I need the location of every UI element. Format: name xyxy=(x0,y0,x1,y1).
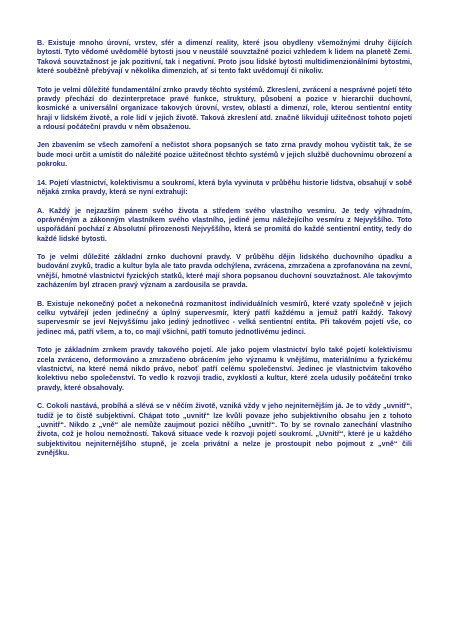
paragraph-existence-of-dimensions: B. Existuje mnoho úrovní, vrstev, sfér a dimenzí reality, které jsou obydleny všemožnými druhy čijících bytostí. Tyto vědomé uvědomělé bytosti jsou v neustálé souvztažné pozici vzhledem k lidem na planetě Zemi. Taková souvztažnost je jak pozitivní, tak i negativní. Proto jsou lidské bytosti multidimenzionálními bytostmi, které souběžně přebývají v několika dimenzích, ať si tento fakt uvědomují či nikoliv. xyxy=(37,39,412,76)
paragraph-ownership-a: A. Každý je nejzazším pánem svého života a středem svého vlastního vesmíru. Je tedy výhradním, oprávněným a zákonným vlastníkem svého vlastního, jediné jemu náležejícího vesmíru z Nejvyššího. Toto uspořádání pochází z Absolutní přirozenosti Nejvyššího, která se promítá do každé sentientní entity, tedy do každé lidské bytosti. xyxy=(37,206,412,243)
paragraph-collectivism-b: B. Existuje nekonečný počet a nekonečná rozmanitost individuálních vesmírů, které vzaty společně v jejich celku vytvářejí jeden jedinečný a úplný supervesmír, který patří každému a jemuž patří každý. Takový supervesmír se jeví Nejvyššímu jako jediný jednotlivec - velká sentientní entita. Při takovém pojetí vše, co jedinec má, patří všem, a to, co mají všichni, patří tomuto jednotlivému jedinci. xyxy=(37,299,412,336)
paragraph-collectivism-distortion: Toto je základním zrnkem pravdy takového pojetí. Ale jako pojem vlastnictví bylo také pojetí kolektivismu zcela zvráceno, deformováno a zmrzačeno obrácením jeho významu k vnějšímu, materiálnímu a fyzickému vlastnictví, na které nemá nikdo právo, neboť patří celému společenství. Jedinec je vlastnictvím takového kolektivu nebo společenství. To vedlo k rozvoji tradic, zvyklostí a kultur, které zcela udusily počáteční trnko pravdy, které obsahovaly. xyxy=(37,346,412,392)
paragraph-ownership-distortion: To je velmi důležité základní zrnko duchovní pravdy. V průběhu dějin lidského duchovního úpadku a budování zvyků, tradic a kultur byla ale tato pravda odchýlena, zvrácena, zmrzačena a zprofanována na zevní, vnější, hmotné vlastnictví fyzických statků, které mají shora popsanou duchovní souvztažnost. Ale takovýmto zacházením byl ztracen pravý význam a zardousila se pravda. xyxy=(37,253,412,290)
paragraph-privacy-c: C. Cokoli nastává, probíhá a slévá se v něčím životě, vzniká vždy v jeho nejniternějším já. Je to vždy „uvnitř“, tudíž je to čistě subjektivní. Chápat toto „uvnitř“ lze kvůli povaze jeho subjektivního obsahu jen z tohoto „uvnitř“. Nikdo z „vně“ ale nemůže zaujmout pozici něčího „uvnitř“. To by se rovnalo zanechání vlastního života, což je holou nemožností. Taková situace vede k rozvoji pojetí soukromí. „Uvnitř“, které je u každého subjektivitou nejniternějšího stupně, je zcela privátní a nelze je prostoupit nebo pojmout z „vně“ čili zvnějšku. xyxy=(37,402,412,457)
paragraph-section-14-heading: 14. Pojetí vlastnictví, kolektivismu a soukromí, která byla vyvinuta v průběhu historie lidstva, obsahují v sobě nějaká zrnka pravdy, která se nyní extrahují: xyxy=(37,178,412,197)
paragraph-purification: Jen zbavením se všech zamoření a nečistot shora popsaných se tato zrna pravdy mohou vyčistit tak, že se bude moci určit a umístit do náležité pozice užitečnost těchto systémů v jejich službě duchovnímu obrození a pokroku. xyxy=(37,141,412,169)
paragraph-fundamental-truth-distortion: Toto je velmi důležité fundamentální zrnko pravdy těchto systémů. Zkreslení, zvrácení a nesprávné pojetí této pravdy přechází do dezinterpretace pravé funkce, struktury, působení a pozice v hierarchii duchovní, kosmické a universální organizace takových úrovní, vrstev, oblastí a dimenzí, role, kterou sentientní entity hrají v lidském životě, a role lidí v jejich životě. Taková zkreslení atd. značně likvidují užitečnost tohoto pojetí a rdousí počáteční pravdu v něm obsaženou. xyxy=(37,85,412,131)
